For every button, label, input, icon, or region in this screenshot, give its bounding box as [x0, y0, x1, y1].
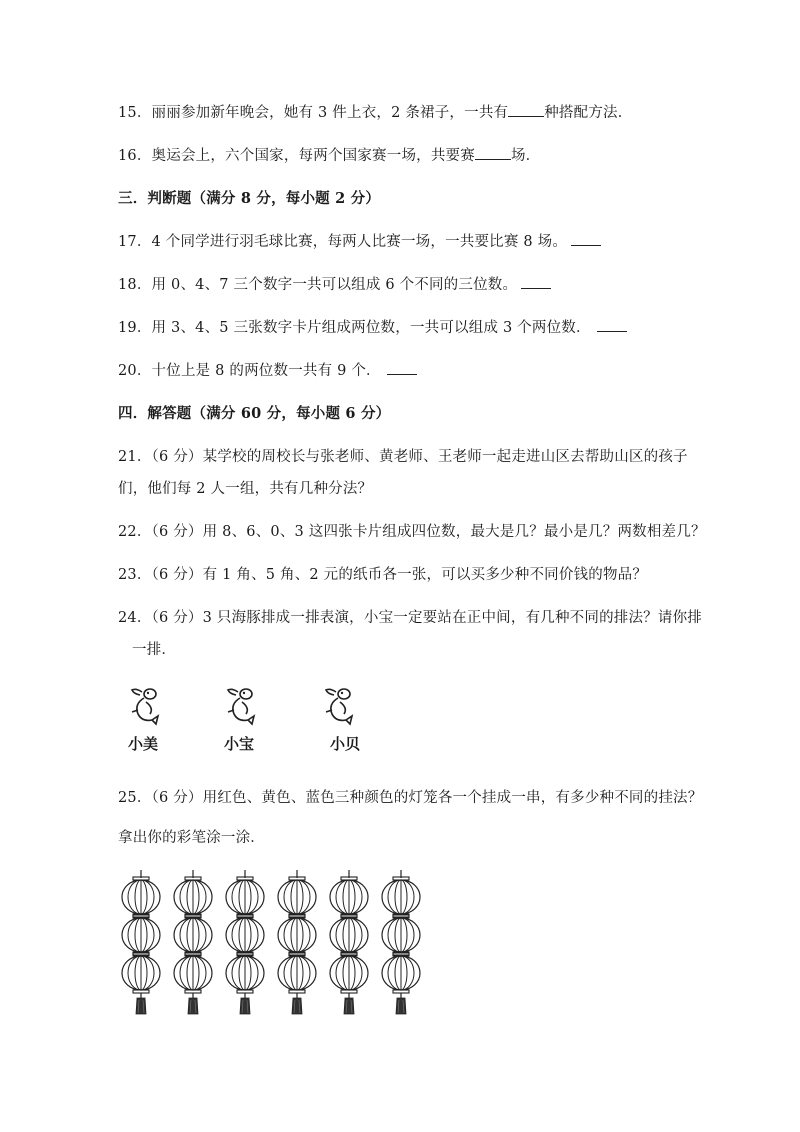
lantern-string-5: [330, 870, 368, 1014]
question-18-blank[interactable]: [521, 275, 551, 289]
section-3-title: 三．判断题（满分 8 分，每小题 2 分）: [118, 190, 381, 207]
question-15-blank[interactable]: [508, 103, 544, 117]
question-18-text: 18．用 0、4、7 三个数字一共可以组成 6 个不同的三位数。: [118, 277, 518, 293]
question-25-line-2: 拿出你的彩笔涂一涂．: [118, 830, 265, 846]
question-15: [118, 101, 632, 122]
lantern-string-3: [226, 870, 264, 1014]
dolphin-icon-2: [220, 680, 266, 730]
question-17: [118, 230, 601, 251]
question-15-text: 15．丽丽参加新年晚会，她有 3 件上衣，2 条裙子，一共有: [118, 105, 509, 121]
question-18: [118, 273, 551, 294]
lantern-string-1: [122, 870, 160, 1014]
question-21-line-1: 21．（6 分）某学校的周校长与张老师、黄老师、王老师一起走进山区去帮助山区的孩子: [118, 449, 688, 465]
question-20: [118, 359, 417, 380]
dolphin-icon-1: [124, 680, 170, 730]
lantern-strings: [118, 868, 438, 1018]
lantern-string-2: [174, 870, 212, 1014]
question-20-blank[interactable]: [387, 361, 417, 375]
question-17-text: 17．4 个同学进行羽毛球比赛，每两人比赛一场，一共要比赛 8 场。: [118, 234, 568, 250]
dolphin-name-1: 小美: [128, 735, 159, 753]
question-24-line-2: 一排．: [132, 642, 177, 658]
question-21-line-2: 们，他们每 2 人一组，共有几种分法？: [118, 481, 373, 497]
question-23: 23．（6 分）有 1 角、5 角、2 元的纸币各一张，可以买多少种不同价钱的物品？: [118, 567, 648, 583]
question-17-blank[interactable]: [571, 232, 601, 246]
lantern-string-6: [382, 870, 420, 1014]
question-20-text: 20．十位上是 8 的两位数一共有 9 个．: [118, 363, 381, 379]
question-15-after: 种搭配方法．: [544, 105, 633, 121]
question-16-blank[interactable]: [475, 146, 511, 160]
question-19-text: 19．用 3、4、5 三张数字卡片组成两位数，一共可以组成 3 个两位数．: [118, 320, 591, 336]
dolphin-name-3: 小贝: [330, 735, 361, 753]
question-16-text: 16．奥运会上，六个国家，每两个国家赛一场，共要赛: [118, 148, 475, 164]
question-19-blank[interactable]: [597, 318, 627, 332]
dolphin-name-2: 小宝: [224, 735, 255, 753]
question-25-line-1: 25．（6 分）用红色、黄色、蓝色三种颜色的灯笼各一个挂成一串，有多少种不同的挂法？: [118, 790, 703, 806]
question-19: [118, 316, 627, 337]
question-16-after: 场．: [510, 148, 541, 164]
question-24-line-1: 24．（6 分）3 只海豚排成一排表演，小宝一定要站在正中间，有几种不同的排法？请你排: [118, 610, 702, 626]
lantern-string-4: [278, 870, 316, 1014]
question-16: [118, 144, 540, 165]
question-22: 22．（6 分）用 8、6、0、3 这四张卡片组成四位数，最大是几？最小是几？两数相差几？: [118, 524, 706, 540]
section-4-title: 四．解答题（满分 60 分，每小题 6 分）: [118, 405, 391, 422]
dolphin-icon-3: [318, 680, 364, 730]
